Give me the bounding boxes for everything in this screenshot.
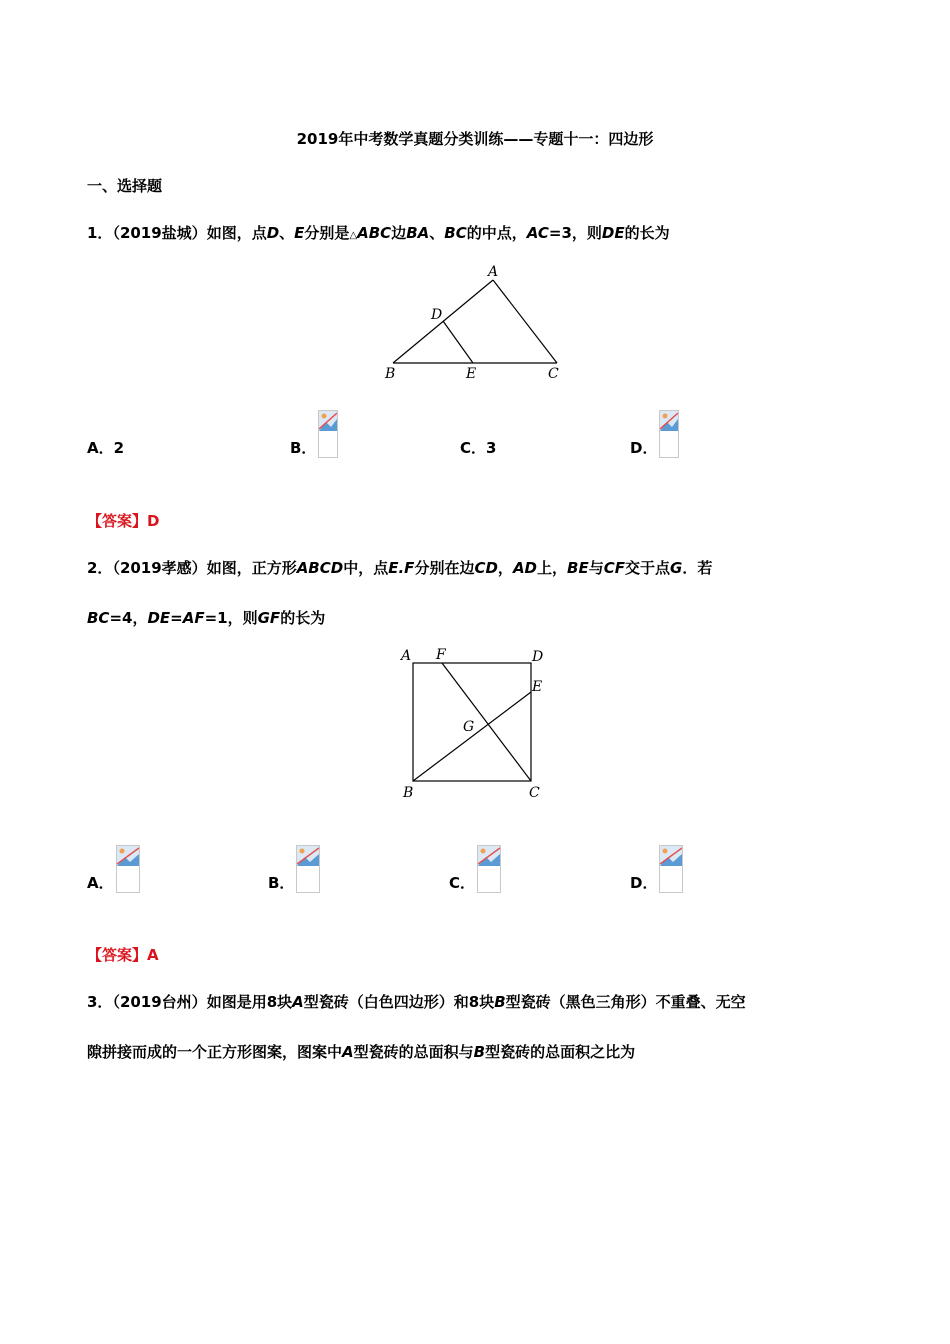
q2-var: ABCD [296, 559, 344, 577]
q1-number: 1． [87, 224, 113, 242]
option-label: B． [290, 439, 317, 457]
broken-image-icon [659, 845, 683, 893]
q1-triangle-figure [375, 258, 575, 388]
q2-source: （2019孝感） [112, 559, 207, 577]
label-b: B [385, 366, 396, 382]
q2-var: E.F [388, 559, 415, 577]
label-f: F [436, 647, 446, 663]
q3-text: 型瓷砖的总面积与 [353, 1043, 474, 1061]
option-label: C． [449, 874, 476, 892]
q2-number: 2． [87, 559, 113, 577]
q2-var: G [670, 559, 683, 577]
q2-var: AD [512, 559, 537, 577]
q2-answer: 【答案】A [87, 946, 159, 964]
q1-text: =3，则 [548, 224, 602, 242]
label-b: B [403, 785, 414, 801]
q3-var: B [494, 993, 506, 1011]
segment-cf [442, 663, 531, 781]
broken-image-icon [318, 410, 338, 458]
q3-text: 隙拼接而成的一个正方形图案，图案中 [87, 1043, 343, 1061]
q2-var: BC [87, 609, 110, 627]
q2-option-a[interactable] [87, 845, 140, 893]
q1-var: BA [406, 224, 430, 242]
q3-text: 如图是用8块 [206, 993, 293, 1011]
q2-option-c[interactable] [449, 845, 501, 893]
q1-option-d[interactable] [630, 410, 679, 458]
q1-option-c[interactable]: C．3 [460, 439, 497, 457]
q1-text: 、 [429, 224, 445, 242]
option-label: A． [87, 874, 114, 892]
option-label: D． [630, 439, 658, 457]
question-1 [87, 222, 670, 243]
q2-text: 交于点 [624, 559, 670, 577]
page-title: 2019年中考数学真题分类训练——专题十一：四边形 [296, 130, 654, 148]
q2-text: ．若 [682, 559, 713, 577]
label-g: G [463, 719, 475, 735]
q1-var: BC [444, 224, 467, 242]
broken-image-icon [296, 845, 320, 893]
question-3-line2 [87, 1041, 635, 1062]
q3-var: A [292, 993, 304, 1011]
q2-text: 中，点 [343, 559, 389, 577]
q2-text: 上， [537, 559, 568, 577]
label-c: C [529, 785, 540, 801]
broken-image-icon [116, 845, 140, 893]
q2-square-figure [395, 645, 555, 805]
q2-var: GF [257, 609, 281, 627]
broken-image-icon [659, 410, 679, 458]
q1-text: 如图，点 [206, 224, 267, 242]
q2-text: 的长为 [280, 609, 326, 627]
q1-text: 、 [279, 224, 295, 242]
q2-text: ， [497, 559, 513, 577]
q1-var: AC [526, 224, 549, 242]
q2-var: AF [182, 609, 205, 627]
q2-option-b[interactable] [268, 845, 320, 893]
q2-var: CD [474, 559, 498, 577]
section-heading: 一、选择题 [87, 177, 163, 195]
q2-text: = [170, 609, 183, 627]
q1-option-a[interactable]: A．2 [87, 439, 125, 457]
q3-text: 型瓷砖（白色四边形）和8块 [303, 993, 495, 1011]
q2-text: =4， [109, 609, 148, 627]
q3-var: A [342, 1043, 354, 1061]
q1-text: 的长为 [624, 224, 670, 242]
segment-ac [493, 280, 557, 363]
q1-answer: 【答案】D [87, 512, 160, 530]
question-3-line1 [87, 991, 746, 1012]
q2-var: CF [603, 559, 625, 577]
segment-de [443, 321, 473, 363]
triangle-symbol: △ [349, 230, 358, 241]
q2-var: BE [567, 559, 589, 577]
broken-image-icon [477, 845, 501, 893]
label-e: E [466, 366, 477, 382]
label-a: A [488, 264, 499, 280]
q3-source: （2019台州） [112, 993, 207, 1011]
label-e: E [532, 679, 543, 695]
q1-var: E [294, 224, 305, 242]
q3-text: 型瓷砖的总面积之比为 [485, 1043, 636, 1061]
q2-text: =1，则 [204, 609, 258, 627]
label-d: D [532, 649, 544, 665]
q2-text: 与 [588, 559, 604, 577]
label-d: D [431, 307, 443, 323]
question-2-line1 [87, 557, 712, 578]
option-label: B． [268, 874, 295, 892]
q1-var: ABC [357, 224, 392, 242]
question-2-line2 [87, 607, 325, 628]
q1-var: DE [601, 224, 625, 242]
q2-text: 如图，正方形 [206, 559, 297, 577]
q3-text: 型瓷砖（黑色三角形）不重叠、无空 [505, 993, 746, 1011]
q3-var: B [473, 1043, 486, 1061]
segment-be [413, 692, 531, 781]
option-label: D． [630, 874, 658, 892]
q1-var: D [266, 224, 280, 242]
q1-text: 边 [391, 224, 407, 242]
q1-option-b[interactable] [290, 410, 338, 458]
q2-option-d[interactable] [630, 845, 683, 893]
label-a: A [401, 648, 412, 664]
q2-var: DE [147, 609, 171, 627]
q1-text: 的中点， [466, 224, 527, 242]
label-c: C [548, 366, 559, 382]
q2-text: 分别在边 [414, 559, 475, 577]
q1-text: 分别是 [304, 224, 350, 242]
q1-source: （2019盐城） [112, 224, 207, 242]
q3-number: 3． [87, 993, 113, 1011]
